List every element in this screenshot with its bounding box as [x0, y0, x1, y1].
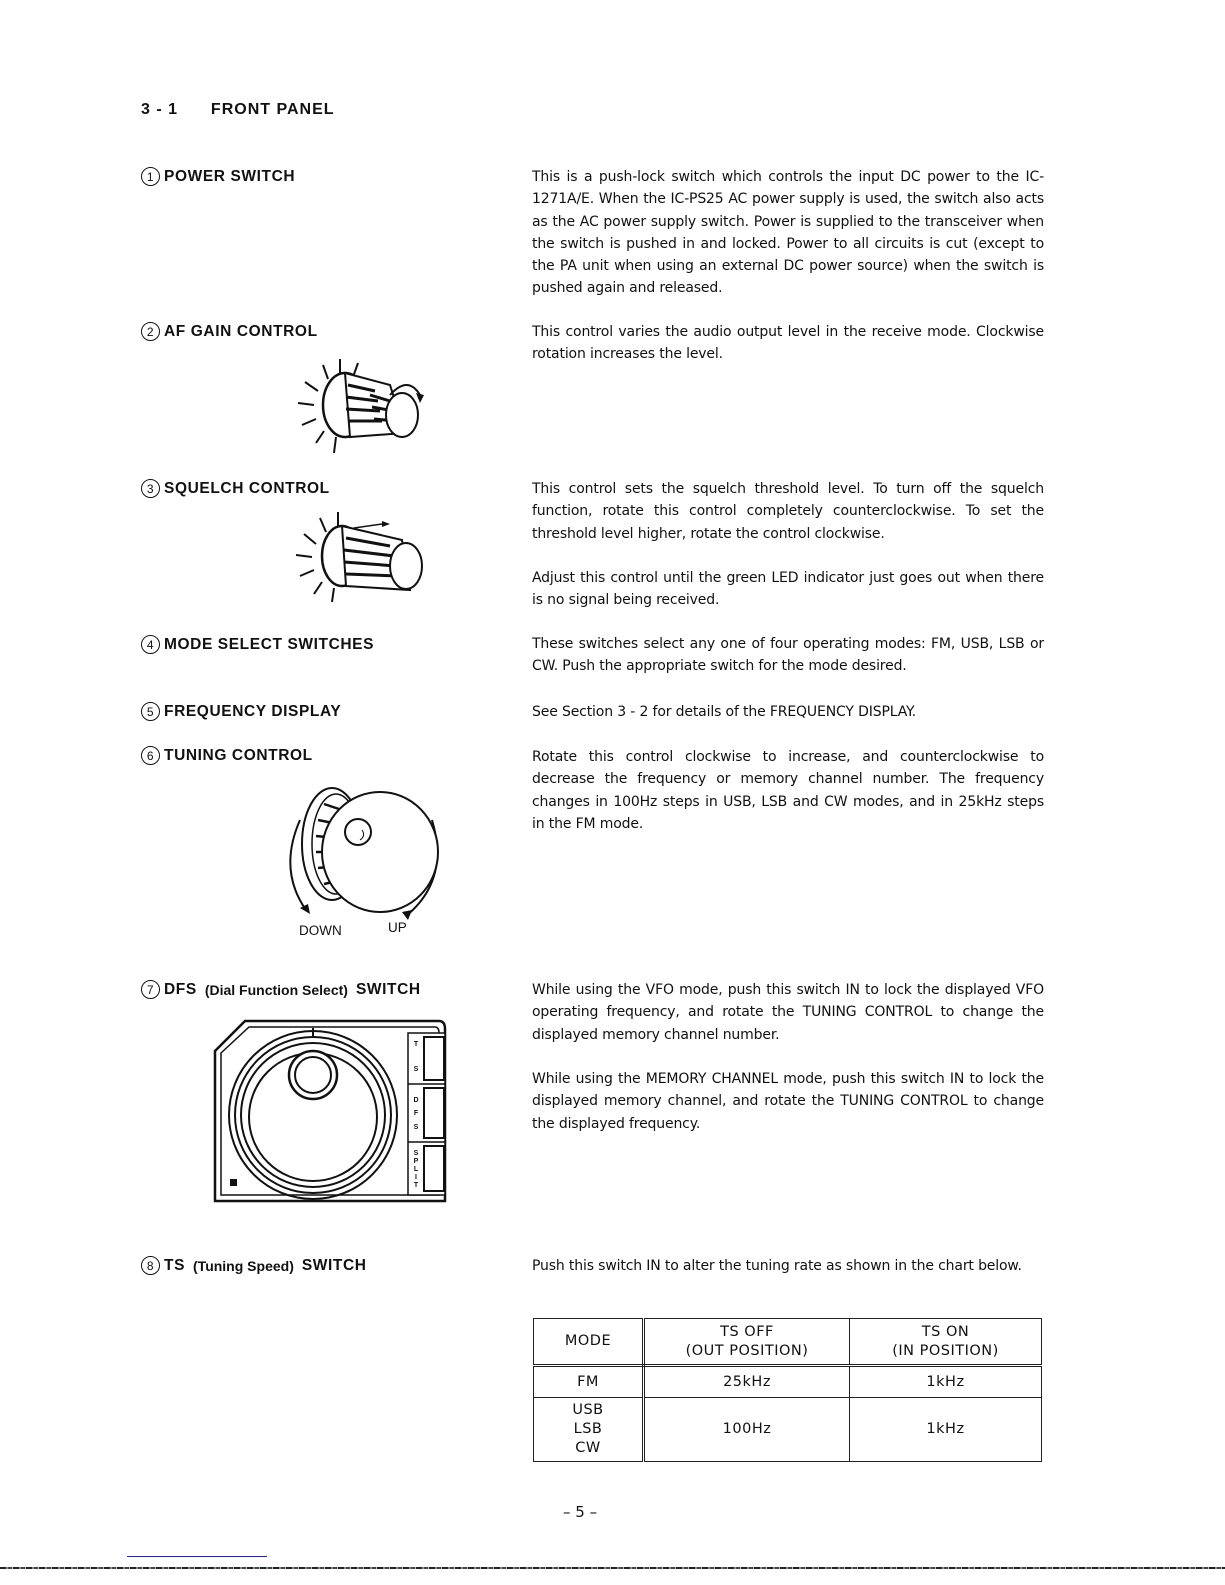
- heading-subtitle: (Dial Function Select): [204, 981, 348, 998]
- heading-text: TUNING CONTROL: [164, 746, 313, 764]
- indicator-square: [230, 1179, 237, 1186]
- dfs-label-f: F: [413, 1110, 419, 1117]
- item-number-badge: 6: [141, 746, 160, 765]
- header-ts-off-title: TS OFF: [720, 1323, 774, 1340]
- rotation-arrow-icon: [354, 524, 382, 528]
- cell-ts-on: 1kHz: [850, 1398, 1042, 1462]
- dial-down-label: DOWN: [299, 923, 342, 938]
- split-label-s: S: [413, 1150, 419, 1157]
- dfs-panel-illustration: [215, 1015, 447, 1205]
- paragraph-power-switch: This is a push-lock switch which controls the input DC power to the IC-1271A/E. When the IC-PS25 AC power supply is used, the switch also acts as the AC power supply switch. Power is supplied to the transceiver when the switch is pushed in and locked. Power to all circuits is cut (except to the PA unit when using an external DC power source) when the switch is pushed again and released.: [532, 169, 1044, 297]
- dfs-label-d: D: [413, 1097, 419, 1104]
- header-ts-on: [850, 1319, 1042, 1366]
- item-number-badge: 3: [141, 479, 160, 498]
- heading-mode-select-switches: [141, 635, 374, 654]
- section-title: [141, 101, 335, 119]
- ts-label-s: S: [413, 1066, 419, 1073]
- finger-dimple: [345, 819, 371, 845]
- heading-suffix: SWITCH: [301, 1256, 367, 1274]
- heading-text: AF GAIN CONTROL: [164, 322, 318, 340]
- heading-tuning-control: [141, 746, 313, 765]
- heading-text: DFS: [164, 980, 197, 998]
- paragraph-dfs-1: While using the VFO mode, push this switch IN to lock the displayed VFO operating frequency, and rotate the TUNING CONTROL to change the displayed memory channel number.: [532, 982, 1044, 1043]
- squelch-knob-illustration: [290, 510, 440, 600]
- header-ts-off-position: (OUT POSITION): [685, 1342, 809, 1359]
- heading-suffix: SWITCH: [355, 980, 421, 998]
- header-mode: MODE: [534, 1319, 644, 1366]
- heading-power-switch: [141, 167, 295, 186]
- page-number: – 5 –: [563, 1503, 598, 1521]
- mode-usb: USB: [572, 1402, 604, 1418]
- paragraph-squelch-1: This control sets the squelch threshold level. To turn off the squelch function, rotate this control completely counterclockwise. To set the threshold level higher, rotate the control clockwise.: [532, 481, 1044, 542]
- item-number-badge: 5: [141, 702, 160, 721]
- heading-dfs-switch: [141, 980, 421, 999]
- tuning-rate-table: [533, 1318, 1042, 1462]
- ts-label-t: T: [413, 1041, 419, 1048]
- dfs-switch-button: [424, 1088, 444, 1138]
- split-switch-button: [424, 1146, 444, 1191]
- mode-lsb: LSB: [573, 1421, 603, 1437]
- cell-ts-off: 100Hz: [644, 1398, 850, 1462]
- item-number-badge: 4: [141, 635, 160, 654]
- heading-subtitle: (Tuning Speed): [193, 1257, 294, 1274]
- item-number-badge: 1: [141, 167, 160, 186]
- ts-switch-button: [424, 1037, 444, 1080]
- paragraph-frequency-display: See Section 3 - 2 for details of the FREQUENCY DISPLAY.: [532, 704, 916, 720]
- knob-face: [386, 393, 418, 437]
- heading-text: FREQUENCY DISPLAY: [164, 702, 342, 720]
- paragraph-squelch-2: Adjust this control until the green LED indicator just goes out when there is no signal being received.: [532, 570, 1044, 609]
- paragraph-tuning-control: Rotate this control clockwise to increase, and counterclockwise to decrease the frequency or memory channel number. The frequency changes in 100Hz steps in USB, LSB and CW modes, and in 25kHz steps in the FM mode.: [532, 749, 1044, 832]
- heading-ts-switch: [141, 1256, 367, 1275]
- header-ts-on-title: TS ON: [921, 1323, 970, 1340]
- heading-frequency-display: [141, 702, 341, 721]
- section-number: 3 - 1: [141, 101, 179, 118]
- footer-divider: [0, 1567, 1225, 1569]
- heading-text: TS: [164, 1256, 186, 1274]
- heading-text: MODE SELECT SWITCHES: [164, 635, 375, 653]
- cell-mode: [534, 1398, 644, 1462]
- item-number-badge: 7: [141, 980, 160, 999]
- header-ts-off: [644, 1319, 850, 1366]
- paragraph-mode-select: These switches select any one of four operating modes: FM, USB, LSB or CW. Push the appropriate switch for the mode desired.: [532, 636, 1044, 675]
- table-row: [534, 1398, 1042, 1462]
- mode-cw: CW: [575, 1440, 601, 1456]
- heading-text: POWER SWITCH: [164, 167, 296, 185]
- split-label-l: L: [413, 1166, 419, 1173]
- section-title-text: FRONT PANEL: [210, 101, 335, 118]
- heading-text: SQUELCH CONTROL: [164, 479, 330, 497]
- footer-link-underline[interactable]: [127, 1556, 267, 1557]
- dial-up-label: UP: [388, 920, 407, 935]
- item-number-badge: 8: [141, 1256, 160, 1275]
- split-label-p: P: [413, 1158, 419, 1165]
- table-header-row: [534, 1319, 1042, 1366]
- heading-af-gain-control: [141, 322, 318, 341]
- cell-ts-on: 1kHz: [850, 1366, 1042, 1398]
- dfs-label-s: S: [413, 1124, 419, 1131]
- header-ts-on-position: (IN POSITION): [892, 1342, 999, 1359]
- paragraph-ts-switch: Push this switch IN to alter the tuning rate as shown in the chart below.: [532, 1258, 1022, 1274]
- split-label-i: I: [415, 1174, 417, 1181]
- tuning-dial-illustration: [280, 780, 450, 920]
- cell-mode: FM: [534, 1366, 644, 1398]
- item-number-badge: 2: [141, 322, 160, 341]
- paragraph-af-gain-control: This control varies the audio output level in the receive mode. Clockwise rotation increases the level.: [532, 324, 1044, 363]
- heading-squelch-control: [141, 479, 330, 498]
- dial-face: [322, 792, 438, 912]
- finger-dimple: [289, 1051, 337, 1099]
- cell-ts-off: 25kHz: [644, 1366, 850, 1398]
- split-label-t: T: [413, 1182, 419, 1189]
- paragraph-dfs-2: While using the MEMORY CHANNEL mode, push this switch IN to lock the displayed memory channel, and rotate the TUNING CONTROL to change the displayed frequency.: [532, 1071, 1044, 1132]
- knob-face: [390, 543, 422, 589]
- af-gain-knob-illustration: [290, 355, 450, 455]
- table-row: [534, 1366, 1042, 1398]
